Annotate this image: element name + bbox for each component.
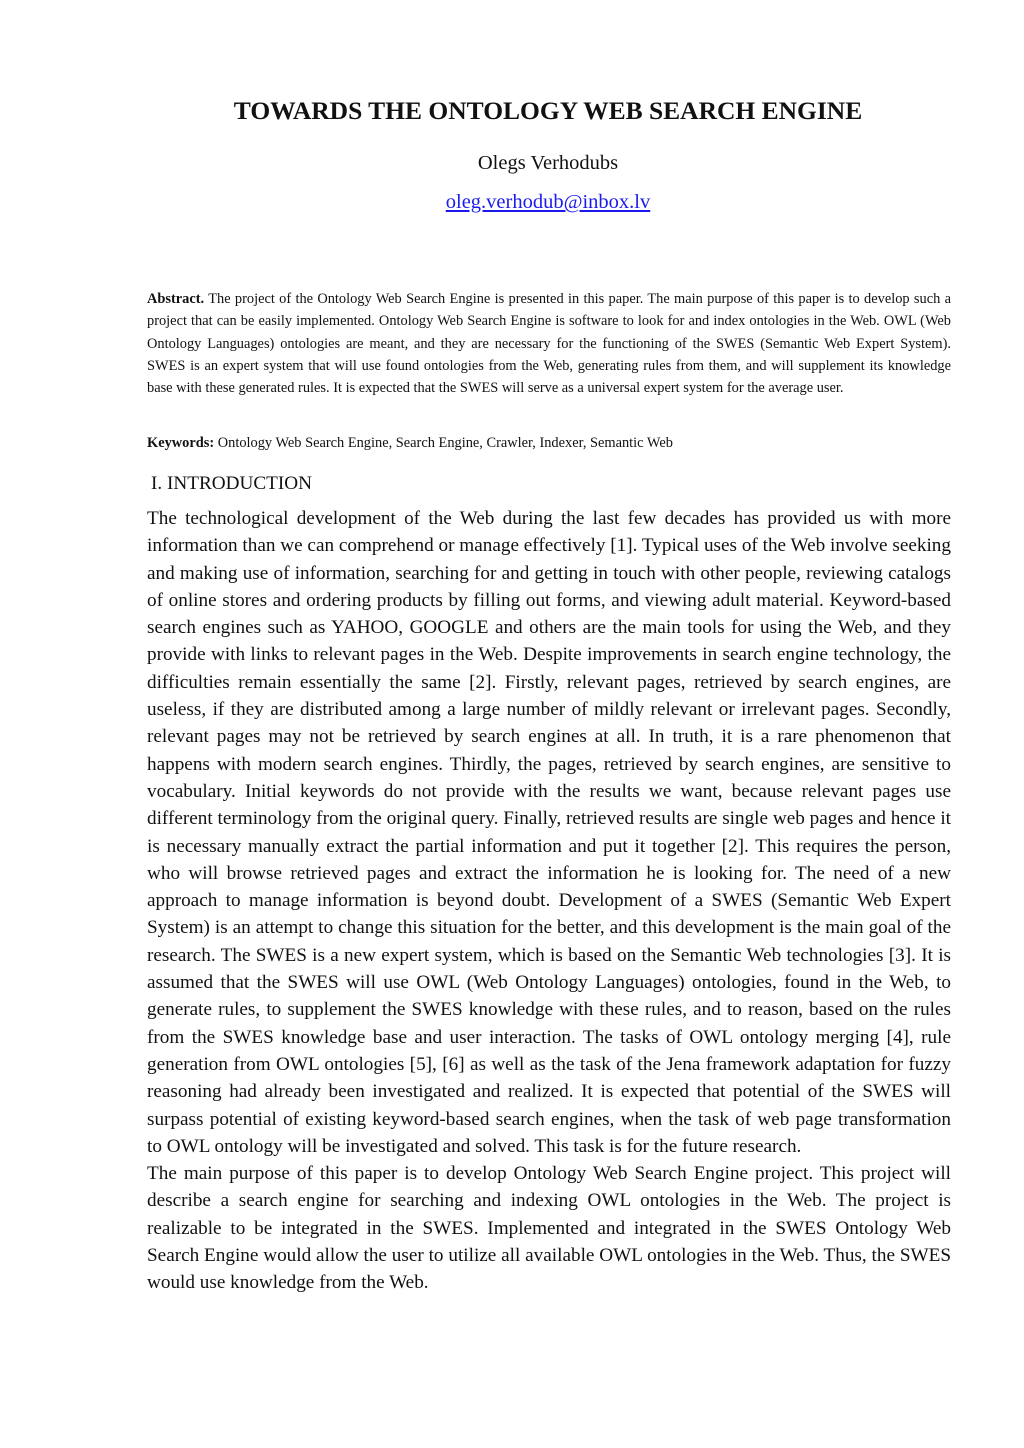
abstract-text: The project of the Ontology Web Search Engine is presented in this paper. The main purpose of this paper is to develop such a project that can be easily implemented. Ontology Web Search Engine is software to look for and index ontologies in the Web. OWL (Web Ontology Languages) ontologies are meant, and they are necessary for the functioning of the SWES (Semantic Web Expert System). SWES is an expert system that will use found ontologies from the Web, generating rules from them, and will supplement its knowledge base with these generated rules. It is expected that the SWES will serve as a universal expert system for the average user. [147, 291, 951, 397]
author-email [0, 191, 1024, 214]
paper-title: TOWARDS THE ONTOLOGY WEB SEARCH ENGINE [233, 96, 863, 125]
keywords-text: Ontology Web Search Engine, Search Engine, Crawler, Indexer, Semantic Web [214, 435, 673, 451]
paragraph: The main purpose of this paper is to develop Ontology Web Search Engine project. This project will describe a search engine for searching and indexing OWL ontologies in the Web. The project is realizable to be integrated in the SWES. Implemented and integrated in the SWES Ontology Web Search Engine would allow the user to utilize all available OWL ontologies in the Web. Thus, the SWES would use knowledge from the Web. [147, 1163, 951, 1294]
author-email-link[interactable]: oleg.verhodub@inbox.lv [445, 191, 651, 213]
abstract [147, 288, 951, 399]
introduction-body [147, 505, 951, 1297]
keywords [147, 432, 951, 454]
abstract-label: Abstract. [147, 291, 205, 307]
keywords-label: Keywords: [147, 435, 215, 451]
author-name: Olegs Verhodubs [477, 152, 619, 174]
paragraph: The technological development of the Web during the last few decades has provided us with more information than we can comprehend or manage effectively [1]. Typical uses of the Web involve seeking and making use of information, searching for and getting in touch with other people, reviewing catalogs of online stores and ordering products by filling out forms, and viewing adult material. Keyword-based search engines such as YAHOO, GOOGLE and others are the main tools for using the Web, and they provide with links to relevant pages in the Web. Despite improvements in search engine technology, the difficulties remain essentially the same [2]. Firstly, relevant pages, retrieved by search engines, are useless, if they are distributed among a large number of mildly relevant or irrelevant pages. Secondly, relevant pages may not be retrieved by search engines at all. In truth, it is a rare phenomenon that happens with modern search engines. Thirdly, the pages, retrieved by search engines, are sensitive to vocabulary. Initial keywords do not provide with the results we want, because relevant pages use different terminology from the original query. Finally, retrieved results are single web pages and hence it is necessary manually extract the partial information and put it together [2]. This requires the person, who will browse retrieved pages and extract the information he is looking for. The need of a new approach to manage information is beyond doubt. Development of a SWES (Semantic Web Expert System) is an attempt to change this situation for the better, and this development is the main goal of the research. The SWES is a new expert system, which is based on the Semantic Web technologies [3]. It is assumed that the SWES will use OWL (Web Ontology Languages) ontologies, found in the Web, to generate rules, to supplement the SWES knowledge with these rules, and to reason, based on the rules from the SWES knowledge base and user interaction. The tasks of OWL ontology merging [4], rule generation from OWL ontologies [5], [6] as well as the task of the Jena framework adaptation for fuzzy reasoning had already been investigated and realized. It is expected that potential of the SWES will surpass potential of existing keyword-based search engines, when the task of web page transformation to OWL ontology will be investigated and solved. This task is for the future research. [147, 508, 951, 1157]
section-heading-introduction: I. INTRODUCTION [151, 473, 312, 494]
